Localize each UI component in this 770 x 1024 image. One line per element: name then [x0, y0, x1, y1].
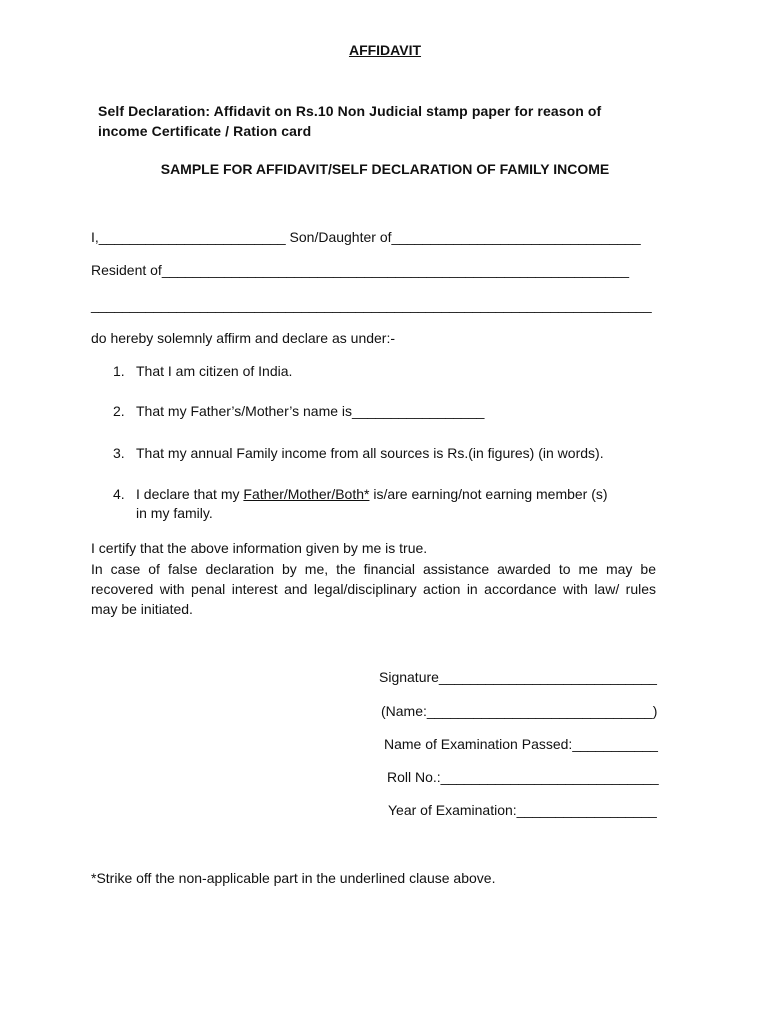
subtitle-line-2: income Certificate / Ration card	[98, 123, 312, 139]
underlined-clause: Father/Mother/Both*	[243, 486, 370, 502]
item-text: That I am citizen of India.	[136, 363, 293, 379]
address-continuation-line: ________________________________________________________________________	[91, 297, 652, 313]
roll-no-line: Roll No.:____________________________	[387, 769, 659, 785]
name-line: (Name:_____________________________)	[381, 703, 658, 719]
item-text: That my annual Family income from all sources is Rs.(in figures) (in words).	[136, 445, 604, 461]
signature-line: Signature____________________________	[379, 669, 657, 685]
declaration-item-4	[113, 486, 608, 502]
subtitle-line-1: Self Declaration: Affidavit on Rs.10 Non Judicial stamp paper for reason of	[98, 103, 602, 119]
document-title: AFFIDAVIT	[348, 42, 422, 58]
exam-year-line: Year of Examination:__________________	[388, 802, 657, 818]
footnote-text: *Strike off the non-applicable part in the underlined clause above.	[91, 870, 496, 886]
declaration-item-2	[113, 403, 484, 419]
item-number: 3.	[113, 445, 125, 461]
exam-passed-line: Name of Examination Passed:___________	[384, 736, 658, 752]
item-text-pre: I declare that my	[136, 486, 244, 502]
declaration-item-1	[113, 363, 292, 379]
item-number: 4.	[113, 486, 125, 502]
item-number: 1.	[113, 363, 125, 379]
declaration-item-3	[113, 445, 604, 461]
certify-text: I certify that the above information given by me is true.	[91, 540, 428, 556]
intro-text: do hereby solemnly affirm and declare as under:-	[91, 330, 396, 346]
item-text-post: is/are earning/not earning member (s)	[369, 486, 608, 502]
item-number: 2.	[113, 403, 125, 419]
sample-heading: SAMPLE FOR AFFIDAVIT/SELF DECLARATION OF FAMILY INCOME	[160, 161, 610, 177]
name-parent-line: I,________________________ Son/Daughter of________________________________	[91, 229, 641, 245]
item-text: That my Father’s/Mother’s name is_________________	[136, 403, 485, 419]
false-declaration-text: In case of false declaration by me, the financial assistance awarded to me may be recovered with penal interest and legal/disciplinary action in accordance with law/ rules may be initiated.	[91, 561, 656, 617]
declaration-item-4-continued: in my family.	[136, 505, 213, 521]
resident-line: Resident of____________________________________________________________	[91, 262, 629, 278]
